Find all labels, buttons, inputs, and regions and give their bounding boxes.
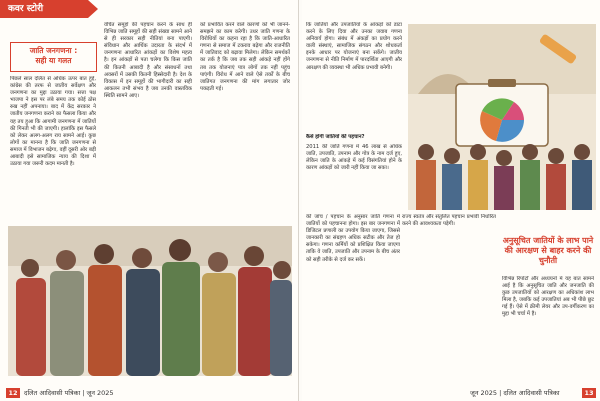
right-column-1: कि जातियों और उपजातियों के आंकड़ों को डाटा करने के लिए दिया और उनका जवाब गणना अनिवार्य होगा। संबंध में अंकड़ों का प्रयोग करने वाली संस्थाएं, सामाजिक संगठन और शोधकर्ता इनके आधार पर योजनाएं बना सकेंगे। जातीय जनगणना से नीति निर्माण में पारदर्शिता आएगी और आरक्षण की व्यवस्था भी अधिक प्रभावी बनेगी। — [306, 22, 402, 71]
people-illustration-svg — [8, 226, 292, 376]
right-column-1b: 2011 की जाति गणना में 46 लाख से अधिक जाति, उपजाति, उपनाम और गोत्र के नाम दर्ज हुए, लेकिन जाति के आंकड़े में कई विसंगतियां होने के कारण आंकड़ों को जारी नहीं किया जा सका। — [306, 144, 402, 172]
right-page-number: 13 — [582, 388, 596, 398]
heading-line-2: सही या गलत — [35, 56, 72, 65]
caste-census-illustration — [408, 24, 596, 210]
right-footer-text: जून 2025 | दलित आदिवासी पत्रिका — [470, 389, 560, 397]
section-question: कैसे होगी जातियों की पहचान? — [306, 134, 365, 140]
left-page-number: 12 — [6, 388, 20, 398]
right-column-2: की जांच / पहचान के अनुसार जाति गणना में जातियों को पहचानना होगा। इस बार जनगणना में डिजिटल प्रणाली का उपयोग किया जाएगा, जिससे जानकारी का संग्रहण अधिक सटीक और तेज हो सकेगा। गणना कर्मियों को प्रशिक्षित किया जाएगा ताकि वे जाति, उपजाति और उपनाम के बीच अंतर को सही तरीके से दर्ज कर सकें। — [306, 214, 400, 263]
left-page — [0, 0, 299, 401]
caste-census-svg — [408, 24, 596, 210]
left-column-2: वंचित समूहों की पहचान करने के साथ ही विभिन्न जाति समूहों की सही संख्या सामने आने से ही सरकार सही नीतियां बना पाएगी। संविधान और आर्थिक उदारता के संदर्भ में जनगणना आधारित आंकड़ों का विशेष महत्व है। इन आंकड़ों से पता चलेगा कि किस जाति की कितनी आबादी है और संसाधनों तथा अवसरों में उसकी कितनी हिस्सेदारी है। देश के विकास में इन समूहों की भागीदारी का सही आकलन तभी संभव है जब उनकी वास्तविक स्थिति सामने आए। — [104, 22, 192, 99]
section-tag: कवर स्टोरी — [0, 0, 88, 18]
left-column-1: पिछले साल दलित से अधिक ऊपर बात हुई, कांग्रेस की तरफ से जातीय सर्वेक्षण और जनगणना का मुद्दा उठाया गया। सत्ता पक्ष भाजपा ने इस पर लंबे समय तक कोई ठोस रुख नहीं अपनाया। बाद में केंद्र सरकार ने जातीय जनगणना कराने का फैसला किया और यह तय हुआ कि आगामी जनगणना में जातियों की गिनती भी की जाएगी। हालांकि इस फैसले को लेकर अलग-अलग राय सामने आई। कुछ लोगों का मानना है कि जाति जनगणना से समाज में विभाजन बढ़ेगा, वहीं दूसरी ओर बड़ी आबादी इसे सामाजिक न्याय की दिशा में उठाया गया जरूरी कदम मानती है। — [10, 76, 96, 168]
article-heading — [11, 46, 96, 66]
article-heading-box — [10, 42, 97, 72]
people-illustration — [8, 226, 292, 376]
left-column-3: को प्रभावित करने वाले कारणों को भी जानने-समझने का काम करेगी। उधर जाति गणना के विरोधियों का कहना रहा है कि जाति-आधारित गणना से समाज में टकराव बढ़ेगा और राजनीति में जातिवाद को बढ़ावा मिलेगा। लेकिन समर्थकों का तर्क है कि जब तक सही आंकड़े नहीं होंगे तब तक योजनाएं पात्र लोगों तक नहीं पहुंच पाएंगी। विरोध में आने वाले ऐसे तर्कों के बीच जातिगत जनगणना की मांग लगातार जोर पकड़ती गई। — [200, 22, 290, 92]
heading-line-1: जाति जनगणना : — [29, 46, 78, 55]
right-column-3: विभिन्न रिपोर्टों और अध्ययनों में यह बात सामने आई है कि अनुसूचित जाति और जनजाति की कुछ उपजातियों को आरक्षण का अधिकांश लाभ मिला है, जबकि कई उपजातियां अब भी पीछे छूट गई हैं। ऐसे में क्रीमी लेयर और उप-वर्गीकरण का मुद्दा भी चर्चा में है। — [502, 276, 594, 318]
left-footer-text: दलित आदिवासी पत्रिका | जून 2025 — [24, 389, 114, 397]
right-column-2b: राज्य स्वतंत्र और संतुलित पहचान प्रभावी निर्धारित करने की आवश्यकता पड़ेगी। — [402, 214, 496, 228]
subheading: अनुसूचित जातियों के लाभ पाने की आरक्षण से बाहर करने की चुनौती — [502, 236, 594, 265]
